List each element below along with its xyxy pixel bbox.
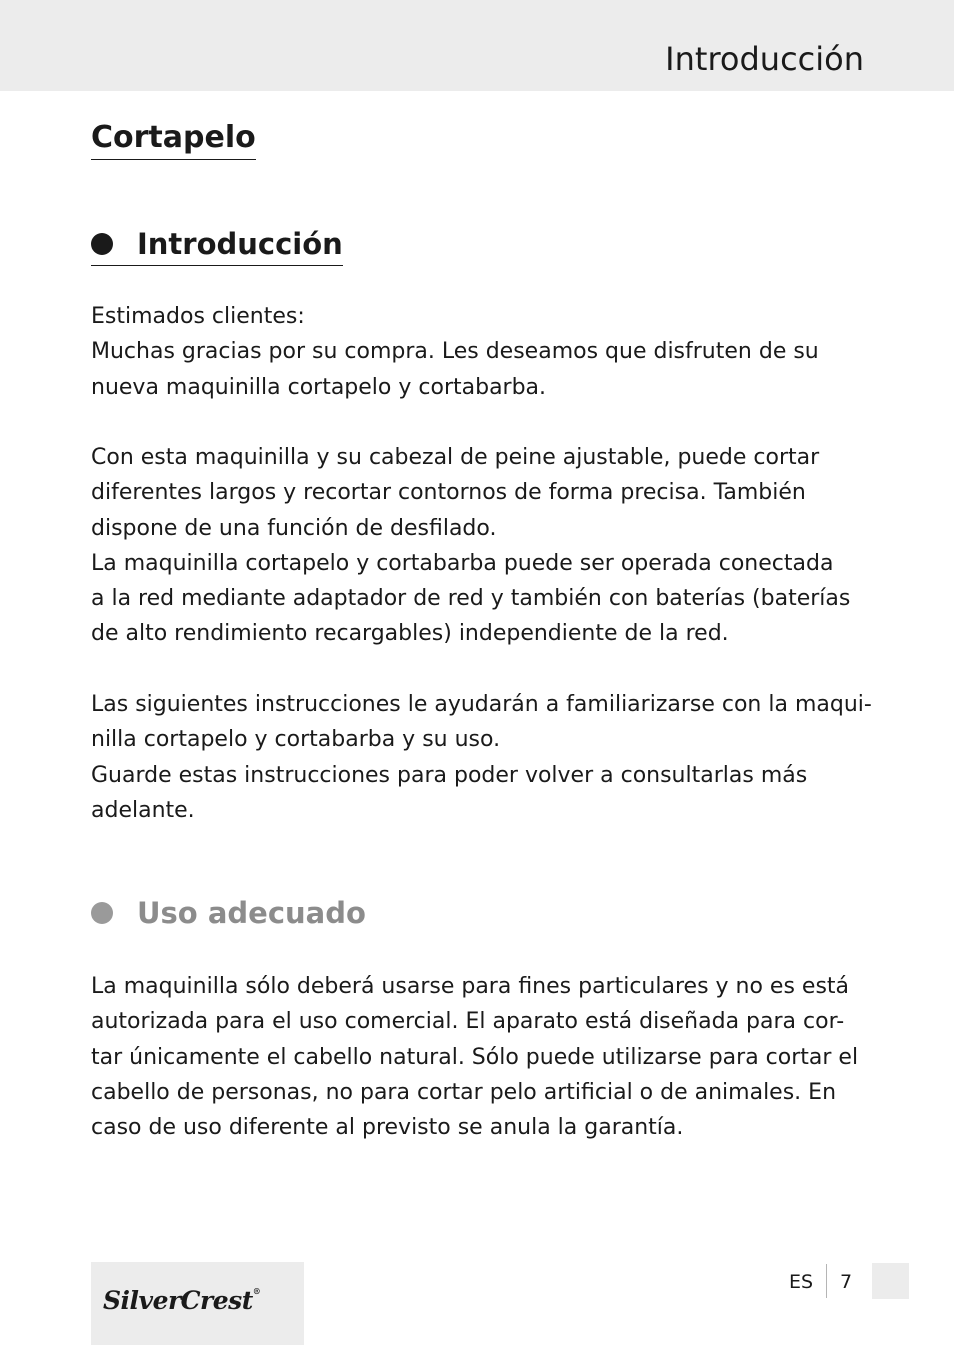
paragraph-intended-use [91,969,861,1145]
text-line: adelante. [91,797,195,823]
header-title: Introducción [665,40,864,78]
brand-logo-wordmark: SilverCrest [103,1286,253,1315]
text-line: tar únicamente el cabello natural. Sólo puede utilizarse para cortar el [91,1044,859,1070]
text-line: Con esta maquinilla y su cabezal de peine ajustable, puede cortar [91,445,820,470]
text-line: dispone de una función de desfilado. [91,515,497,541]
paragraph-features [91,440,861,652]
brand-logo [91,1262,304,1345]
registered-mark: ® [252,1286,261,1296]
text-line: cabello de personas, no para cortar pelo artificial o de animales. En [91,1079,837,1105]
text-line: de alto rendimiento recargables) independiente de la red. [91,621,729,647]
section-heading-introduccion [91,224,343,266]
section-heading-uso-adecuado [91,893,366,933]
text-line: nueva maquinilla cortapelo y cortabarba. [91,374,547,400]
text-line: autorizada para el uso comercial. El aparato está diseñada para cor- [91,1009,845,1035]
header-bar [0,0,954,91]
text-line: Las siguientes instrucciones le ayudarán a familiarizarse con la maqui- [91,692,872,717]
footer-divider [826,1264,827,1298]
paragraph-instructions [91,687,872,828]
text-line: Guarde estas instrucciones para poder volver a consultarlas más [91,762,808,788]
page-number: 7 [840,1271,853,1293]
paragraph-greeting [91,299,861,405]
section-heading-text: Uso adecuado [137,896,366,930]
page-tab-marker [872,1263,909,1299]
text-line: a la red mediante adaptador de red y también con baterías (baterías [91,586,851,612]
bullet-icon [91,902,113,924]
document-title: Cortapelo [91,118,256,160]
brand-logo-text [103,1286,260,1315]
bullet-icon [91,233,113,255]
text-line: diferentes largos y recortar contornos de forma precisa. También [91,480,806,506]
section-heading-text: Introducción [137,227,343,261]
text-line: nilla cortapelo y cortabarba y su uso. [91,727,501,753]
text-line: Muchas gracias por su compra. Les deseamos que disfruten de su [91,339,819,365]
text-line: La maquinilla cortapelo y cortabarba puede ser operada conectada [91,550,834,576]
language-code: ES [789,1271,814,1293]
text-line: La maquinilla sólo deberá usarse para fines particulares y no es está [91,974,850,999]
text-line: caso de uso diferente al previsto se anula la garantía. [91,1115,684,1141]
text-line: Estimados clientes: [91,304,305,329]
